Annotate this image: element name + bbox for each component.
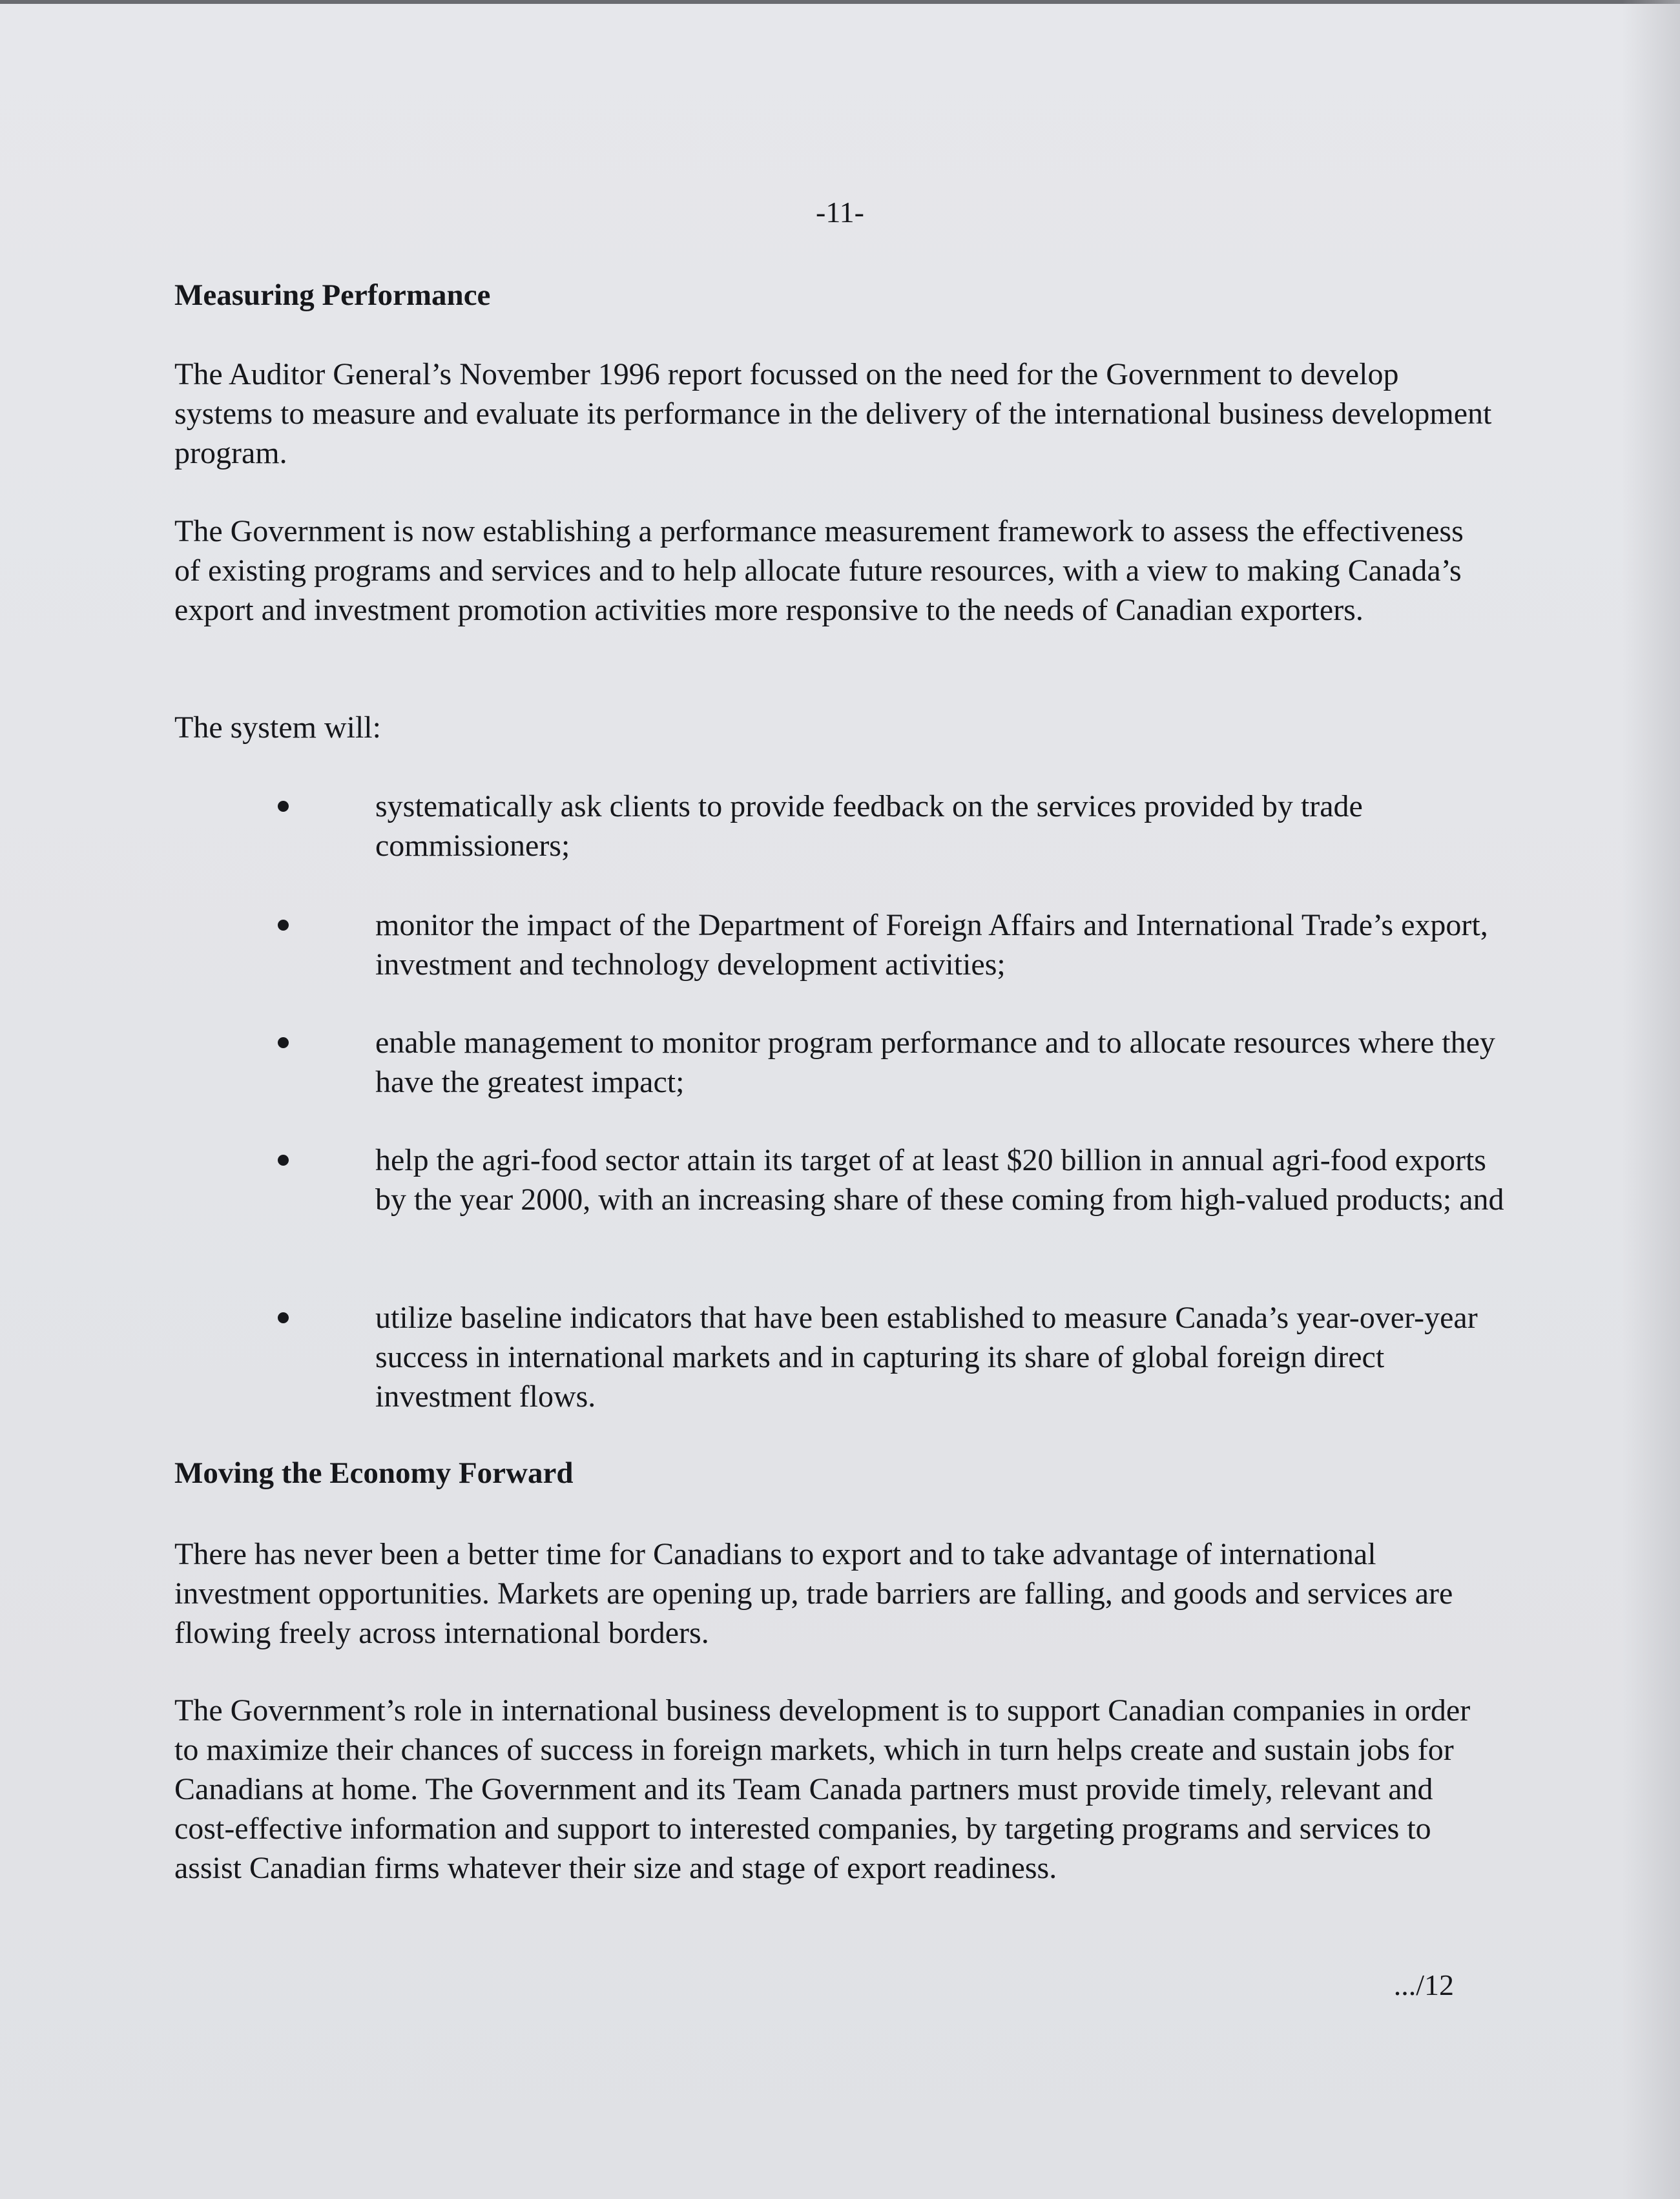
system-intro: The system will:: [174, 710, 381, 745]
bullet-item-monitor-impact: monitor the impact of the Department of Foreign Affairs and International Trade’s export, investment and technology development activities;: [375, 908, 1488, 982]
scan-right-shadow: [1622, 0, 1680, 2199]
bullet-item-feedback: systematically ask clients to provide feedback on the services provided by trade commissioners;: [375, 789, 1363, 863]
bullet-icon: [278, 920, 289, 931]
page-number: -11-: [816, 196, 864, 229]
bullet-item-management: enable management to monitor program performance and to allocate resources where they have the greatest impact;: [375, 1026, 1495, 1099]
scan-top-edge: [0, 0, 1680, 4]
bullet-item-agri-food: help the agri-food sector attain its target of at least $20 billion in annual agri-food exports by the year 2000, with an increasing share of these coming from high-valued products; and: [375, 1143, 1504, 1217]
bullet-icon: [278, 1155, 289, 1166]
paragraph-government-role: The Government’s role in international business development is to support Canadian companies in order to maximize their chances of success in foreign markets, which in turn helps create and sustain jobs for Canadians at home. The Government and its Team Canada partners must provide timely, relevant and cost-effective information and support to interested companies, by targeting programs and services to assist Canadian firms whatever their size and stage of export readiness.: [174, 1693, 1471, 1885]
paragraph-auditor-general: The Auditor General’s November 1996 report focussed on the need for the Government to develop systems to measure and evaluate its performance in the delivery of the international business development program.: [174, 357, 1492, 470]
bullet-icon: [278, 1312, 289, 1323]
section-heading-moving-economy: Moving the Economy Forward: [174, 1456, 574, 1490]
continuation-marker: .../12: [1393, 1968, 1454, 2001]
bullet-icon: [278, 801, 289, 812]
paragraph-better-time: There has never been a better time for Canadians to export and to take advantage of international investment opportunities. Markets are opening up, trade barriers are falling, and goods and services are flowing freely across international borders.: [174, 1537, 1453, 1650]
bullet-item-baseline-indicators: utilize baseline indicators that have been established to measure Canada’s year-over-year success in international markets and in capturing its share of global foreign direct investment flows.: [375, 1301, 1478, 1414]
section-heading-measuring-performance: Measuring Performance: [174, 278, 491, 312]
bullet-icon: [278, 1037, 289, 1048]
paragraph-performance-framework: The Government is now establishing a performance measurement framework to assess the effectiveness of existing programs and services and to help allocate future resources, with a view to making Canada’s export and investment promotion activities more responsive to the needs of Canadian exporters.: [174, 514, 1464, 627]
